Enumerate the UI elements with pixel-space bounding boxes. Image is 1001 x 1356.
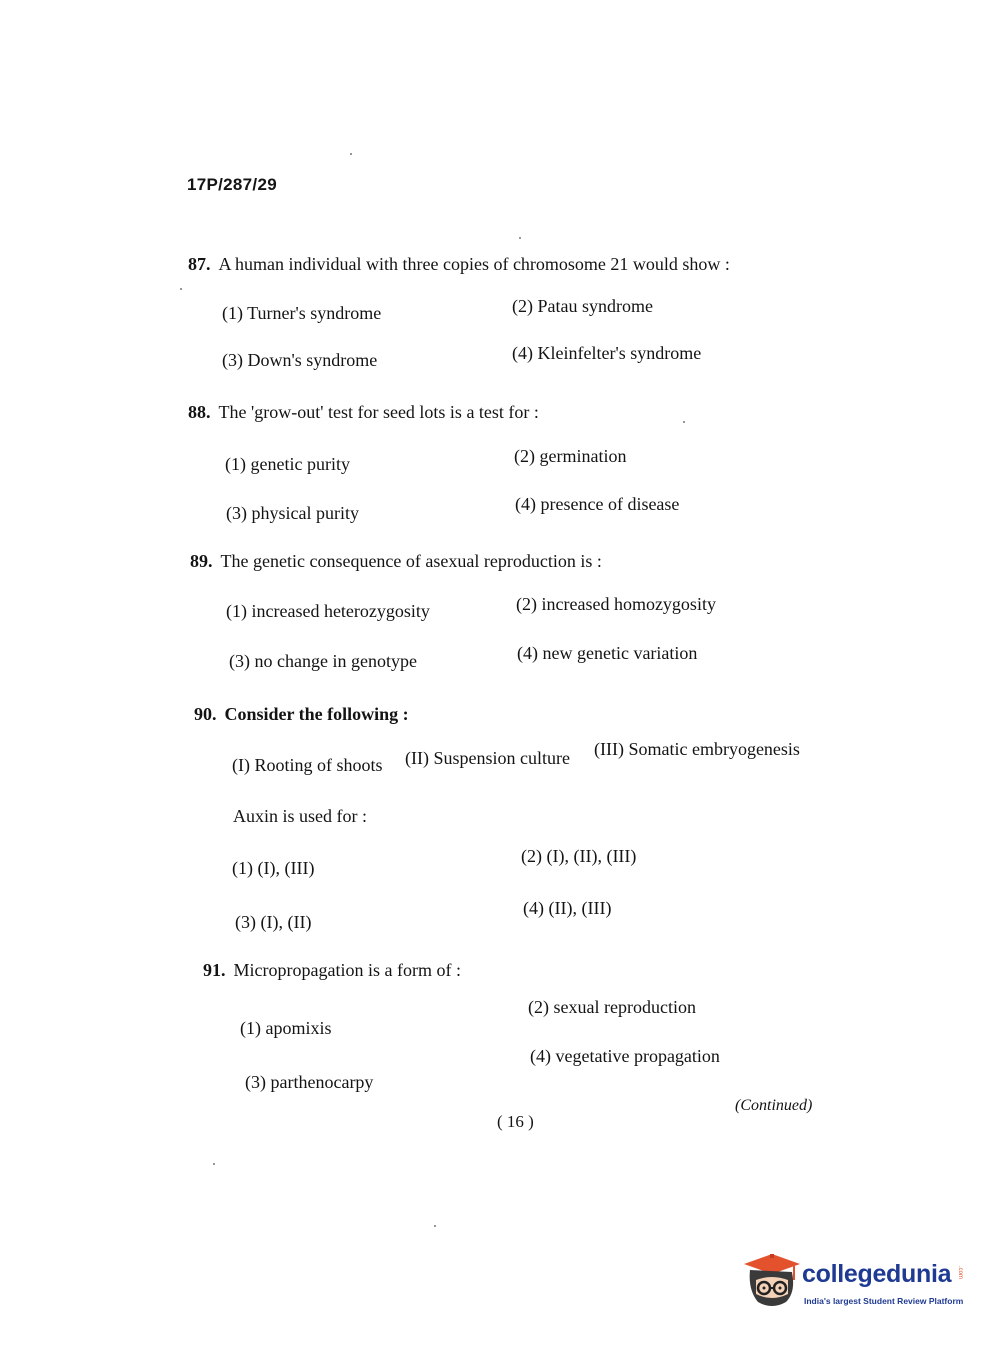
question-text: Consider the following : — [224, 704, 409, 724]
scan-speck — [180, 288, 182, 290]
question-text: Micropropagation is a form of : — [233, 960, 461, 980]
option-90-1: (1) (I), (III) — [232, 858, 315, 878]
option-87-3: (3) Down's syndrome — [222, 350, 378, 370]
scan-speck — [213, 1163, 215, 1165]
mascot-icon — [742, 1250, 802, 1310]
question-88 — [188, 402, 539, 423]
option-91-2: (2) sexual reproduction — [528, 997, 696, 1017]
scan-speck — [519, 237, 521, 239]
question-number: 89. — [190, 551, 213, 571]
question-text: A human individual with three copies of chromosome 21 would show : — [218, 254, 730, 274]
question-87 — [188, 254, 730, 275]
option-87-4: (4) Kleinfelter's syndrome — [512, 343, 702, 363]
collegedunia-logo — [742, 1250, 972, 1312]
statement-2: (II) Suspension culture — [405, 748, 570, 768]
option-90-2: (2) (I), (II), (III) — [521, 846, 637, 866]
option-91-1: (1) apomixis — [240, 1018, 332, 1038]
option-87-2: (2) Patau syndrome — [512, 296, 653, 316]
option-91-4: (4) vegetative propagation — [530, 1046, 720, 1066]
option-90-4: (4) (II), (III) — [523, 898, 612, 918]
option-88-1: (1) genetic purity — [225, 454, 350, 474]
continued-label: (Continued) — [735, 1097, 813, 1114]
question-text: The 'grow-out' test for seed lots is a test for : — [218, 402, 539, 422]
option-90-3: (3) (I), (II) — [235, 912, 312, 932]
page-number: ( 16 ) — [497, 1112, 534, 1131]
question-90 — [194, 704, 409, 725]
statement-3: (III) Somatic embryogenesis — [594, 739, 800, 759]
logo-suffix: .com — [957, 1266, 963, 1280]
question-90-prompt: Auxin is used for : — [233, 806, 367, 826]
scan-speck — [350, 153, 352, 155]
question-number: 90. — [194, 704, 217, 724]
option-88-3: (3) physical purity — [226, 503, 359, 523]
option-88-2: (2) germination — [514, 446, 627, 466]
logo-tagline: India's largest Student Review Platform — [804, 1296, 964, 1306]
question-number: 87. — [188, 254, 211, 274]
question-89 — [190, 551, 602, 572]
option-89-2: (2) increased homozygosity — [516, 594, 716, 614]
question-number: 88. — [188, 402, 211, 422]
option-89-4: (4) new genetic variation — [517, 643, 698, 663]
scan-speck — [683, 421, 685, 423]
statement-1: (I) Rooting of shoots — [232, 755, 383, 775]
option-91-3: (3) parthenocarpy — [245, 1072, 374, 1092]
logo-wordmark: collegedunia — [802, 1260, 952, 1288]
question-text: The genetic consequence of asexual reproduction is : — [220, 551, 602, 571]
option-88-4: (4) presence of disease — [515, 494, 680, 514]
scan-speck — [434, 1225, 436, 1227]
option-89-1: (1) increased heterozygosity — [226, 601, 430, 621]
option-89-3: (3) no change in genotype — [229, 651, 417, 671]
question-91 — [203, 960, 461, 981]
option-87-1: (1) Turner's syndrome — [222, 303, 382, 323]
question-number: 91. — [203, 960, 226, 980]
page-code: 17P/287/29 — [187, 175, 277, 194]
